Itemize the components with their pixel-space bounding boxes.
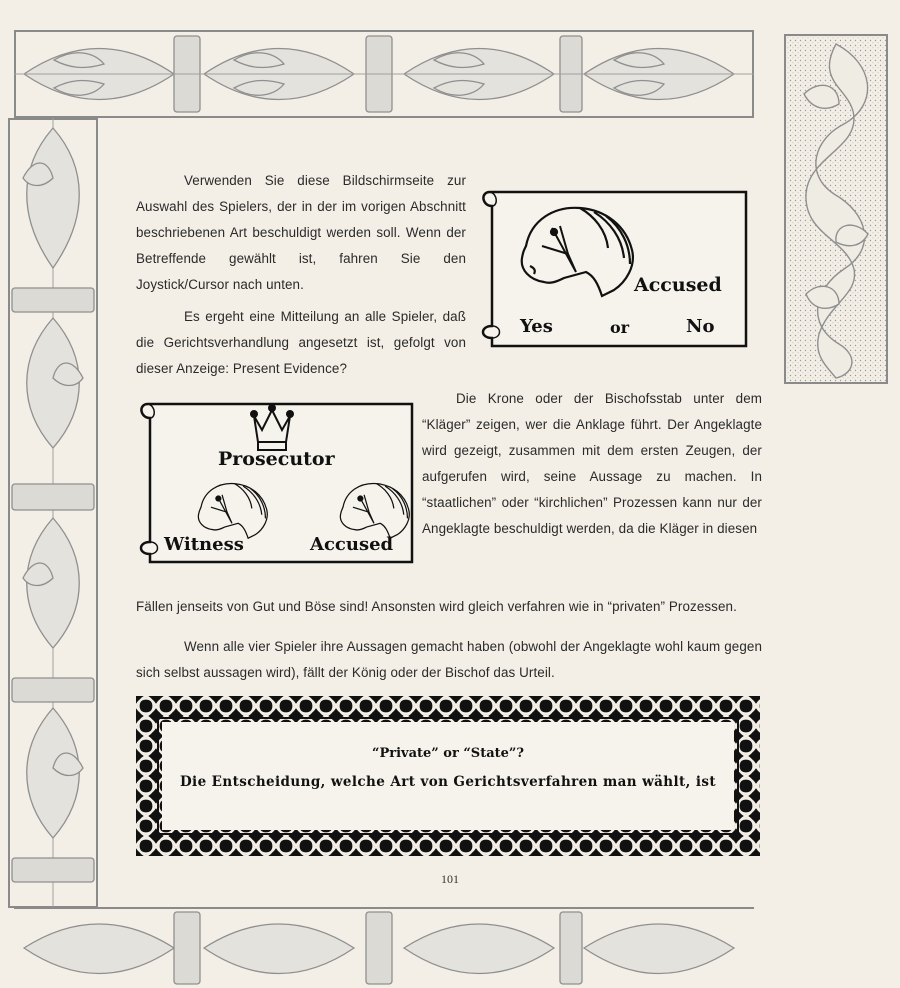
note-body: Die Entscheidung, welche Art von Gerichtsverfahren man wählt, ist: [179, 774, 717, 790]
prosecutor-label: Prosecutor: [218, 448, 335, 470]
trial-screen-illustration: [134, 398, 416, 566]
or-label: or: [610, 318, 630, 337]
paragraph-select-player: Verwenden Sie diese Bildschirmseite zur Auswahl des Spielers, der in der im vorigen Abschnitt beschriebenen Art beschuldigt werden soll. Wenn der Betreffende gewählt ist, fahren Sie den Joystick/Cursor nach unten.: [136, 173, 466, 292]
accused-label: Accused: [310, 534, 394, 555]
laurel-border-left: [8, 118, 98, 908]
crown-icon: [251, 405, 293, 450]
paragraph-prosecutor-explanation-continued: Fällen jenseits von Gut und Böse sind! Ansonsten wird gleich verfahren wie in “privaten” Prozessen.: [136, 599, 737, 614]
laurel-border-top: [14, 30, 754, 118]
paragraph-prosecutor-explanation: Die Krone oder der Bischofsstab unter dem “Kläger” zeigen, wer die Anklage führt. Der Angeklagte wird gezeigt, zusammen mit dem ersten Zeugen, der aufgerufen wird, seine Aussage zu machen. In “staatlichen” oder “kirchlichen” Prozessen kann nur der Angeklagte beschuldigt werden, da die Kläger in diesen: [422, 391, 762, 536]
laurel-border-bottom: [14, 906, 754, 988]
paragraph-announcement: Es ergeht eine Mitteilung an alle Spieler, daß die Gerichtsverhandlung angesetzt ist, gefolgt von dieser Anzeige: Present Evidence?: [136, 309, 466, 376]
no-option: No: [686, 316, 715, 337]
acanthus-panel-right: [784, 34, 888, 384]
witness-label: Witness: [164, 534, 244, 555]
page-number: 101: [441, 872, 459, 886]
yes-option: Yes: [520, 316, 553, 337]
private-or-state-note: [136, 696, 760, 856]
note-title: “Private” or “State”?: [371, 746, 524, 761]
accused-label: Accused: [634, 274, 722, 296]
accused-screen-illustration: [476, 186, 752, 350]
paragraph-verdict: Wenn alle vier Spieler ihre Aussagen gemacht haben (obwohl der Angeklagte wohl kaum gegen sich selbst aussagen wird), fällt der König oder der Bischof das Urteil.: [136, 639, 762, 680]
